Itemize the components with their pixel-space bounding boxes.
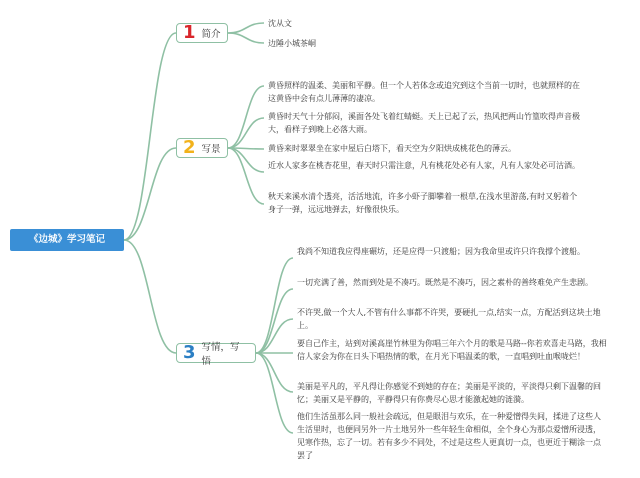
- connector-root-branch-2: [124, 148, 176, 240]
- branch-emotion[interactable]: [176, 342, 256, 367]
- leaf-scenery-3: 黄昏来时翠翠坐在家中屋后白塔下，看天空为夕阳烘成桃花色的薄云。: [268, 144, 516, 153]
- connector-b3-leaf-3: [256, 319, 293, 353]
- leaf-scenery-4: 近水人家多在桃杏花里，春天时只需注意，凡有桃花处必有人家，凡有人家处必可沽酒。: [268, 161, 580, 170]
- connector-root-branch-1: [124, 33, 176, 240]
- connector-b3-leaf-6: [256, 353, 293, 433]
- connector-b2-leaf-5: [228, 148, 264, 204]
- connector-b3-leaf-1: [256, 258, 293, 353]
- leaf-setting: 边陲小城茶峒: [268, 39, 316, 48]
- connector-b2-leaf-4: [228, 148, 264, 172]
- connector-b2-leaf-2: [228, 118, 264, 148]
- root-node[interactable]: 《边城》学习笔记: [10, 229, 124, 251]
- leaf-scenery-1: 黄昏照样的温柔、美丽和平静。但一个人若体念或追究到这个当前一切时，也就照样的在这黄昏中会有点儿薄薄的凄凉。: [268, 81, 580, 103]
- leaf-scenery-2: 黄昏时天气十分郁闷，溪面各处飞着红蜻蜓。天上已起了云，热风把两山竹篁吹得声音极大，看样子到晚上必落大雨。: [268, 112, 580, 134]
- leaf-scenery-5: 秋天来溪水清个透亮，活活地流，许多小虾子脚攀着一根草,在浅水里游荡,有时又躬着个身子一弹，远远地弹去，好像很快乐。: [268, 192, 578, 214]
- branch-number: 3: [183, 342, 196, 363]
- connector-b1-leaf-1: [228, 23, 264, 33]
- leaf-emotion-5: 美丽是平凡的，平凡得让你感觉不到她的存在；美丽是平淡的，平淡得只剩下温馨的回忆；美丽又是平静的，平静得只有你费尽心思才能激起她的涟漪。: [297, 382, 601, 404]
- branch-label: 简介: [201, 29, 221, 40]
- branch-scenery[interactable]: [176, 138, 228, 158]
- branch-intro[interactable]: [176, 23, 228, 43]
- leaf-author: 沈从文: [268, 19, 292, 28]
- branch-number: 2: [183, 137, 196, 158]
- connector-b1-leaf-2: [228, 33, 264, 43]
- connector-root-branch-3: [124, 240, 176, 353]
- branch-label: 写情，写悟: [201, 342, 240, 367]
- connector-b3-leaf-5: [256, 353, 293, 392]
- leaf-emotion-6: 他们生活虽那么同一般社会疏远，但是眼泪与欢乐，在一种爱憎得失间，揉进了这些人生活里时，也便同另外一片土地另外一些年轻生命相似，全个身心为那点爱憎所浸透，见寒作热，忘了一切。若有多少不同处，不过是这些人更真切一点，也更近于糊涂一点罢了: [297, 412, 601, 460]
- branch-number: 1: [183, 22, 196, 43]
- leaf-emotion-2: 一切充满了善，然而到处是不凑巧。既然是不凑巧，因之素朴的善终难免产生悲剧。: [297, 278, 593, 287]
- connector-b2-leaf-1: [228, 86, 264, 148]
- branch-label: 写景: [201, 144, 221, 155]
- leaf-emotion-1: 我尚不知道我应得座碾坊，还是应得一只渡船；因为我命里或许只许我撑个渡船。: [297, 247, 585, 256]
- leaf-emotion-3: 不许哭,做一个大人,不管有什么事都不许哭，要硬扎一点,结实一点，方配活到这块土地上。: [297, 308, 601, 330]
- leaf-emotion-4: 要自己作主，站到对溪高崖竹林里为你唱三年六个月的歌是马路--你若欢喜走马路，我相信人家会为你在日头下唱热情的歌，在月光下唱温柔的歌，一直唱到吐血喉咙烂！: [297, 339, 607, 361]
